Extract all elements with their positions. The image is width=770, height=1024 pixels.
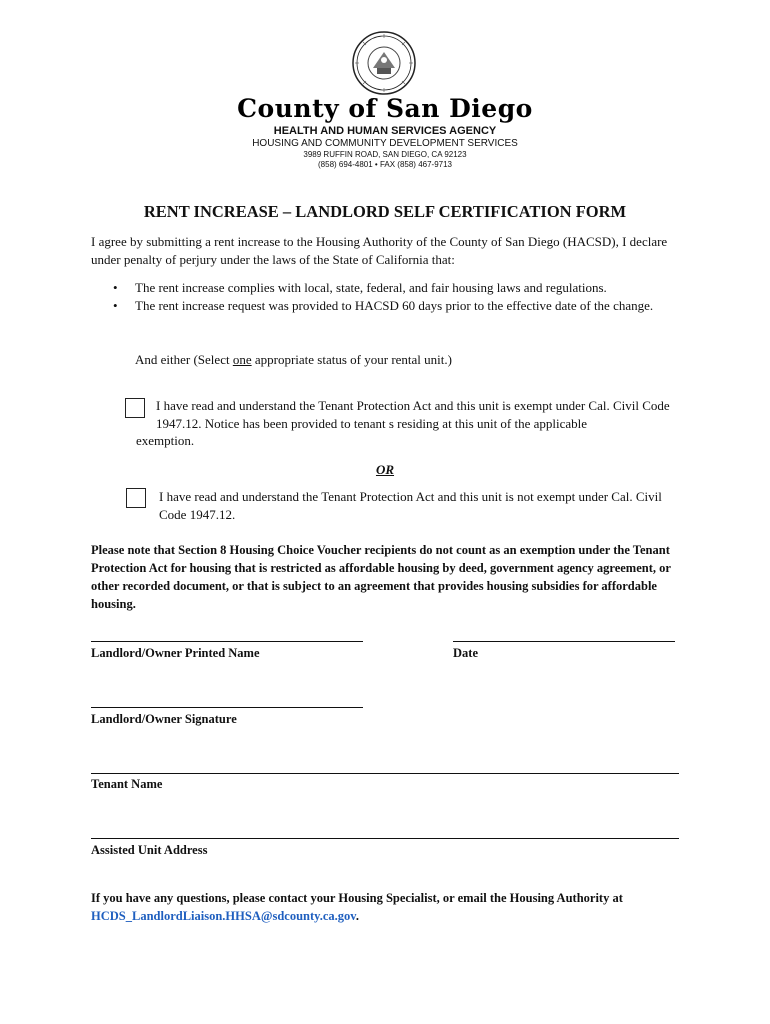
bullet-text: The rent increase request was provided to HACSD 60 days prior to the effective date of the change. xyxy=(135,298,654,313)
printed-name-label: Landlord/Owner Printed Name xyxy=(91,646,260,660)
tenant-name-label: Tenant Name xyxy=(91,777,163,791)
list-item xyxy=(113,297,683,315)
certification-list xyxy=(113,279,683,315)
contact-email-link[interactable]: HCDS_LandlordLiaison.HHSA@sdcounty.ca.gov xyxy=(91,909,356,923)
date-field[interactable] xyxy=(453,641,675,642)
underlined-one: one xyxy=(232,352,252,367)
intro-paragraph: I agree by submitting a rent increase to the Housing Authority of the County of San Diego (HACSD), I declare under penalty of perjury under the laws of the State of California that: xyxy=(91,234,668,267)
not-exempt-checkbox[interactable] xyxy=(126,488,146,508)
unit-address-label: Assisted Unit Address xyxy=(91,843,208,857)
bullet-icon: • xyxy=(113,280,118,295)
exempt-checkbox[interactable] xyxy=(125,398,145,418)
bullet-icon: • xyxy=(113,298,118,313)
county-seal-logo xyxy=(351,30,417,96)
section8-note: Please note that Section 8 Housing Choice Voucher recipients do not count as an exemption under the Tenant Protection Act for housing that is restricted as affordable housing by deed, government agency agreement, or other recorded document, or that is subject to an agreement that provides housing subsidies for affordable housing. xyxy=(91,543,671,611)
department-name: HOUSING AND COMMUNITY DEVELOPMENT SERVICES xyxy=(252,138,518,149)
form-title: RENT INCREASE – LANDLORD SELF CERTIFICATION FORM xyxy=(143,202,627,221)
not-exempt-option-text: I have read and understand the Tenant Protection Act and this unit is not exempt under Cal. Civil Code 1947.12. xyxy=(159,489,662,522)
tenant-name-field[interactable] xyxy=(91,773,679,774)
signature-label: Landlord/Owner Signature xyxy=(91,712,237,726)
agency-address: 3989 RUFFIN ROAD, SAN DIEGO, CA 92123 xyxy=(303,150,467,159)
bullet-text: The rent increase complies with local, state, federal, and fair housing laws and regulations. xyxy=(135,280,607,295)
agency-phone-fax: (858) 694-4801 • FAX (858) 467-9713 xyxy=(318,160,452,169)
contact-paragraph: If you have any questions, please contact your Housing Specialist, or email the Housing Authority at HCDS_LandlordLiaison.HHSA@sdcounty.ca.gov. xyxy=(91,891,623,923)
exempt-option-text: I have read and understand the Tenant Protection Act and this unit is exempt under Cal. Civil Code 1947.12. Notice has been provided to tenant s residing at this unit of the applicable xyxy=(156,398,670,431)
or-separator: OR xyxy=(375,462,395,477)
exempt-option-text-end: exemption. xyxy=(136,433,195,448)
agency-name: HEALTH AND HUMAN SERVICES AGENCY xyxy=(273,125,497,137)
unit-address-field[interactable] xyxy=(91,838,679,839)
printed-name-field[interactable] xyxy=(91,641,363,642)
county-title: County of San Diego xyxy=(237,94,533,123)
date-label: Date xyxy=(453,646,478,660)
select-instruction: And either (Select one appropriate status of your rental unit.) xyxy=(135,352,452,367)
list-item xyxy=(113,279,683,297)
signature-field[interactable] xyxy=(91,707,363,708)
